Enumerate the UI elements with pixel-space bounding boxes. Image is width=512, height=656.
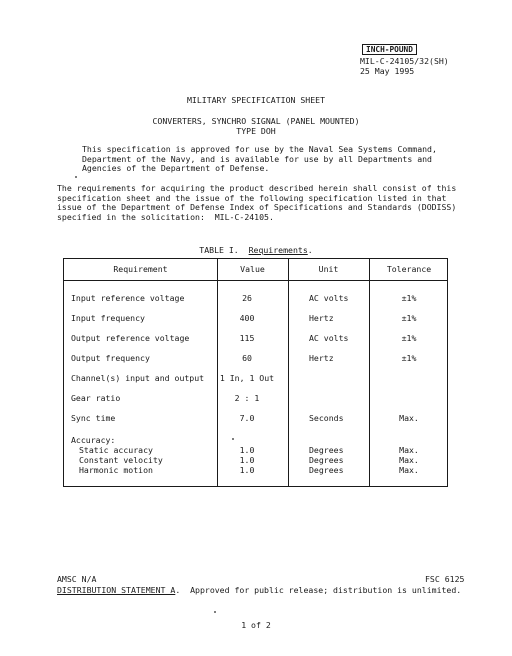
- accuracy-row-tolerance: Max.: [399, 455, 419, 465]
- page-number: 1 of 2: [241, 620, 271, 630]
- subtitle-line-2: TYPE DOH: [236, 126, 276, 136]
- inch-pound-stamp: INCH-POUND: [362, 44, 417, 55]
- document-number: MIL-C-24105/32(SH): [360, 56, 449, 66]
- fsc-code: FSC 6125: [425, 574, 465, 584]
- row-value: 115: [239, 333, 255, 343]
- header-unit: Unit: [318, 264, 339, 274]
- row-unit: AC volts: [309, 293, 349, 303]
- document-date: 25 May 1995: [360, 66, 415, 76]
- header-requirement: Requirement: [113, 264, 168, 274]
- accuracy-row-unit: Degrees: [309, 455, 344, 465]
- accuracy-row-unit: Degrees: [309, 465, 344, 475]
- distribution-text: . Approved for public release; distribution is unlimited.: [175, 585, 462, 595]
- row-unit: Seconds: [309, 413, 344, 423]
- accuracy-row-value: 1.0: [239, 445, 255, 455]
- scan-speck: [214, 611, 216, 613]
- table-caption-prefix: TABLE I.: [199, 245, 239, 255]
- table-caption-suffix: .: [307, 245, 313, 255]
- row-tolerance: ±1%: [401, 313, 417, 323]
- accuracy-row-value: 1.0: [239, 465, 255, 475]
- row-unit: AC volts: [309, 333, 349, 343]
- row-tolerance: ±1%: [401, 353, 417, 363]
- row-value: 1 In, 1 Out: [219, 373, 275, 383]
- accuracy-row-value: 1.0: [239, 455, 255, 465]
- amsc-code: AMSC N/A: [57, 574, 97, 584]
- subtitle-line-1: CONVERTERS, SYNCHRO SIGNAL (PANEL MOUNTED): [152, 116, 360, 126]
- header-value: Value: [240, 264, 265, 274]
- row-tolerance: Max.: [399, 413, 419, 423]
- sheet-title: MILITARY SPECIFICATION SHEET: [186, 95, 326, 105]
- row-requirement: Gear ratio: [71, 393, 121, 403]
- requirements-paragraph: The requirements for acquiring the product described herein shall consist of this specification sheet and the issue of the following specification listed in that issue of the Department of Defense Index of Specifications and Standards (DODISS) specified in the solicitation: MIL-C-24105.: [57, 183, 457, 223]
- row-unit: Hertz: [309, 313, 334, 323]
- row-tolerance: ±1%: [401, 333, 417, 343]
- row-requirement: Channel(s) input and output: [71, 373, 205, 383]
- approval-paragraph: This specification is approved for use by the Naval Sea Systems Command, Department of the Navy, and is available for use by all Departments and Agencies of the Department of Defense.: [82, 144, 437, 174]
- header-tolerance: Tolerance: [386, 264, 432, 274]
- row-value: 26: [242, 293, 252, 303]
- row-requirement: Output reference voltage: [71, 333, 190, 343]
- accuracy-row-unit: Degrees: [309, 445, 344, 455]
- distribution-statement: [57, 586, 461, 596]
- table-caption: [0, 246, 512, 256]
- accuracy-row-tolerance: Max.: [399, 445, 419, 455]
- accuracy-row-requirement: Constant velocity: [79, 455, 163, 465]
- row-requirement: Input frequency: [71, 313, 145, 323]
- accuracy-row-requirement: Harmonic motion: [79, 465, 153, 475]
- scan-speck: [232, 438, 234, 440]
- row-requirement: Input reference voltage: [71, 293, 185, 303]
- row-requirement: Output frequency: [71, 353, 150, 363]
- row-tolerance: ±1%: [401, 293, 417, 303]
- row-value: 60: [242, 353, 252, 363]
- row-value: 2 : 1: [234, 393, 260, 403]
- accuracy-row-requirement: Static accuracy: [79, 445, 153, 455]
- requirements-table: [63, 258, 448, 487]
- distribution-label: DISTRIBUTION STATEMENT A: [57, 585, 176, 595]
- accuracy-row-tolerance: Max.: [399, 465, 419, 475]
- row-requirement: Sync time: [71, 413, 116, 423]
- row-value: 400: [239, 313, 255, 323]
- table-header-divider: [64, 280, 447, 281]
- table-caption-title: Requirements: [248, 245, 308, 255]
- row-unit: Hertz: [309, 353, 334, 363]
- scan-speck: [75, 176, 77, 178]
- accuracy-label: Accuracy:: [71, 435, 116, 445]
- row-value: 7.0: [239, 413, 255, 423]
